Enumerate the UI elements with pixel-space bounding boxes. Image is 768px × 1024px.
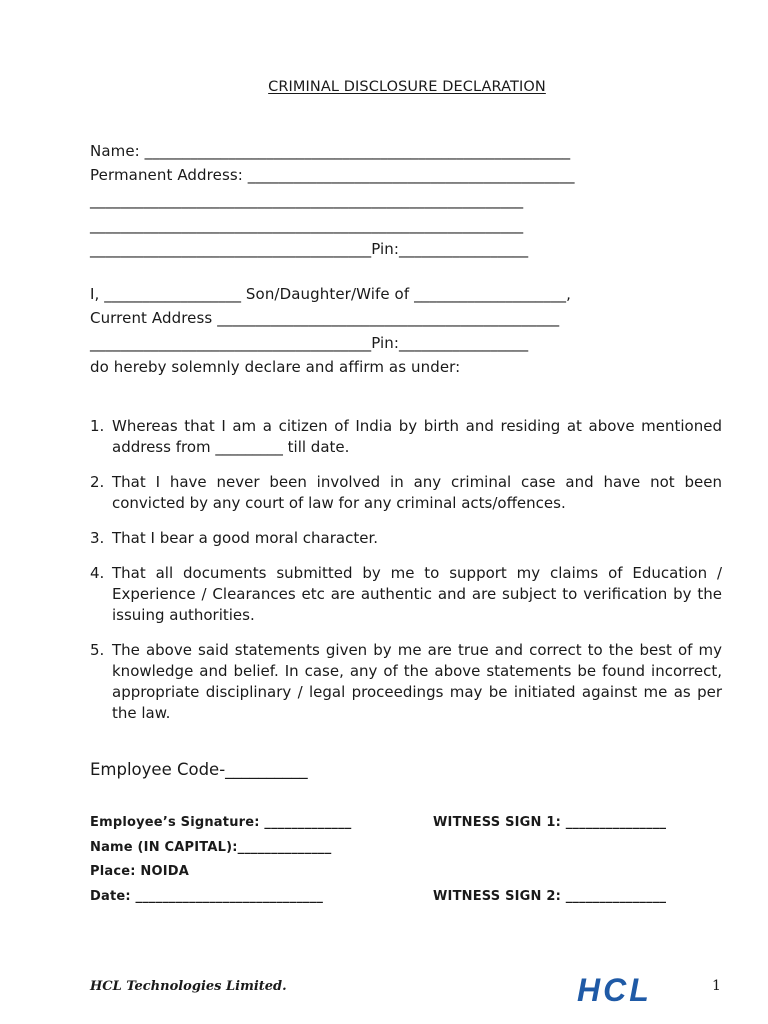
list-item (90, 528, 722, 549)
date-field[interactable]: Date: ____________________________ (90, 889, 324, 904)
list-item (90, 563, 722, 626)
list-item-number: 3. (90, 529, 105, 547)
declaration-list (90, 416, 722, 738)
name-field[interactable]: Name: ________________________________________________________ (90, 142, 571, 160)
list-item-number: 1. (90, 417, 105, 435)
declarant-relation-line[interactable]: I, __________________ Son/Daughter/Wife of ____________________, (90, 285, 571, 303)
name-capital-field[interactable]: Name (IN CAPITAL):______________ (90, 840, 332, 855)
declaration-intro: do hereby solemnly declare and affirm as under: (90, 358, 461, 376)
footer-company-name: HCL Technologies Limited. (90, 979, 287, 994)
current-address-field[interactable]: Current Address _____________________________________________ (90, 309, 560, 327)
page-number: 1 (712, 978, 721, 994)
permanent-address-line-2[interactable]: _________________________________________________________ (90, 191, 524, 209)
permanent-address-field[interactable]: Permanent Address: ___________________________________________ (90, 166, 575, 184)
list-item-text: That I have never been involved in any criminal case and have not been convicted by any court of law for any criminal acts/offences. (112, 473, 722, 512)
employee-signature-field[interactable]: Employee’s Signature: _____________ (90, 815, 352, 830)
list-item-number: 2. (90, 473, 105, 491)
list-item-text: Whereas that I am a citizen of India by birth and residing at above mentioned address from _________ till date. (112, 417, 722, 456)
list-item (90, 472, 722, 514)
employee-code-field[interactable]: Employee Code-__________ (90, 760, 308, 779)
permanent-address-pin-line[interactable]: _____________________________________Pin:_________________ (90, 240, 529, 258)
list-item-number: 4. (90, 564, 105, 582)
witness-sign-2-field[interactable]: WITNESS SIGN 2: _______________ (433, 889, 667, 904)
place-field: Place: NOIDA (90, 864, 190, 879)
list-item (90, 640, 722, 724)
document-title: CRIMINAL DISCLOSURE DECLARATION (268, 79, 546, 95)
hcl-logo (575, 969, 685, 1009)
list-item-text: The above said statements given by me are true and correct to the best of my knowledge and belief. In case, any of the above statements be found incorrect, appropriate disciplinary / legal proceedings may be initiated against me as per the law. (112, 641, 722, 722)
current-address-pin-line[interactable]: _____________________________________Pin:_________________ (90, 334, 529, 352)
witness-sign-1-field[interactable]: WITNESS SIGN 1: _______________ (433, 815, 667, 830)
list-item-text: That I bear a good moral character. (112, 529, 379, 547)
list-item-text: That all documents submitted by me to support my claims of Education / Experience / Clearances etc are authentic and are subject to verification by the issuing authorities. (112, 564, 722, 624)
list-item-number: 5. (90, 641, 105, 659)
permanent-address-line-3[interactable]: _________________________________________________________ (90, 216, 524, 234)
list-item (90, 416, 722, 458)
logo-text: HCL (577, 972, 652, 1008)
